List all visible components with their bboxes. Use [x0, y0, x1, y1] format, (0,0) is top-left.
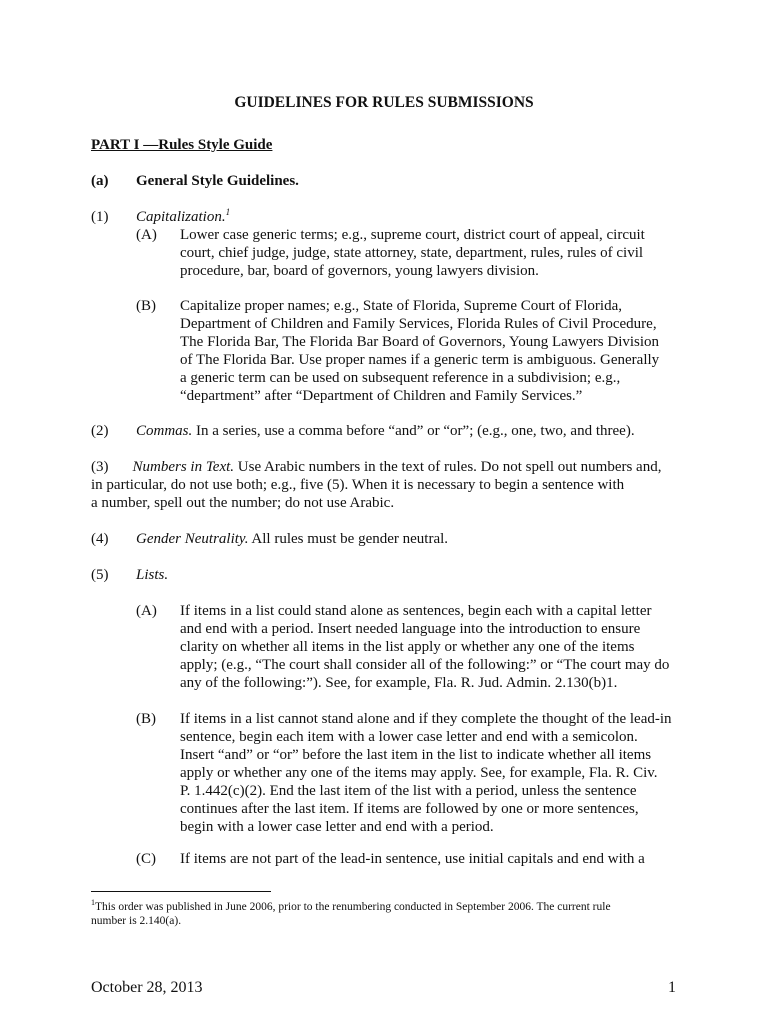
subitem-number: (A) — [136, 603, 157, 619]
item-paragraph: (3) Numbers in Text. Use Arabic numbers in the text of rules. Do not spell out numbers and, in particular, do not use both; e.g., five (5). When it is necessary to begin a sentence with a number, spell out the number; do not use Arabic. — [91, 459, 662, 511]
subitem-number: (B) — [136, 711, 156, 727]
item-number: (4) — [91, 531, 109, 547]
section-title: General Style Guidelines. — [136, 173, 299, 189]
footnote: $^1$This order was published in June 2006, prior to the renumbering conducted in September 2006. The current rule number is 2.140(a). — [91, 898, 611, 927]
subitem-text: If items are not part of the lead-in sentence, use initial capitals and end with a — [180, 851, 645, 867]
subitem-number: (A) — [136, 227, 157, 243]
item-heading: Lists. — [136, 567, 169, 583]
item-number: (3) — [91, 459, 109, 475]
subitem-text: If items in a list could stand alone as sentences, begin each with a capital letter and end with a period. Insert needed language into the introduction to ensure clarity on whether all items in the list apply or whether any one of the items apply; (e.g., “The court shall consider all of the following:” or “The court may do any of the following:”). See, for example, Fla. R. Jud. Admin. 2.130(b)1. — [180, 603, 670, 691]
item-text: Commas. In a series, use a comma before “and” or “or”; (e.g., one, two, and three). — [136, 423, 635, 439]
page-number: 1 — [668, 979, 676, 996]
item-number: (1) — [91, 209, 109, 225]
subitem-text: Capitalize proper names; e.g., State of Florida, Supreme Court of Florida, Department of Children and Family Services, Florida Rules of Civil Procedure, The Florida Bar, The Florida Bar Board of Governors, Young Lawyers Division of The Florida Bar. Use proper names if a generic term is ambiguous. Generally a generic term can be used on subsequent reference in a subdivision; e.g., “department” after “Department of Children and Family Services.” — [180, 298, 660, 404]
footnote-ref: 1 — [225, 207, 231, 217]
subitem-number: (B) — [136, 298, 156, 314]
footnote-mark: 1 — [91, 898, 95, 908]
part-heading: PART I —Rules Style Guide — [91, 137, 273, 153]
subitem-text: Lower case generic terms; e.g., supreme court, district court of appeal, circuit court, chief judge, judge, state attorney, state, department, rules, rules of civil procedure, bar, board of governors, young lawyers division. — [180, 227, 645, 279]
subitem-number: (C) — [136, 851, 156, 867]
item-number: (5) — [91, 567, 109, 583]
item-text: Gender Neutrality. All rules must be gender neutral. — [136, 531, 449, 547]
item-heading: Capitalization.$^1$ — [136, 207, 231, 225]
document-title: GUIDELINES FOR RULES SUBMISSIONS — [234, 94, 534, 111]
footnote-divider — [91, 891, 271, 892]
subitem-text: If items in a list cannot stand alone and if they complete the thought of the lead-in sentence, begin each item with a lower case letter and end with a semicolon. Insert “and” or “or” before the last item in the list to indicate whether all items apply or whether any one of the items may apply. See, for example, Fla. R. Civ. P. 1.442(c)(2). End the last item of the list with a period, unless the sentence continues after the last item. If items are followed by one or more sentences, begin with a lower case letter and end with a period. — [180, 711, 672, 835]
section-number: (a) — [91, 173, 109, 189]
footer-date: October 28, 2013 — [91, 979, 203, 996]
item-number: (2) — [91, 423, 109, 439]
